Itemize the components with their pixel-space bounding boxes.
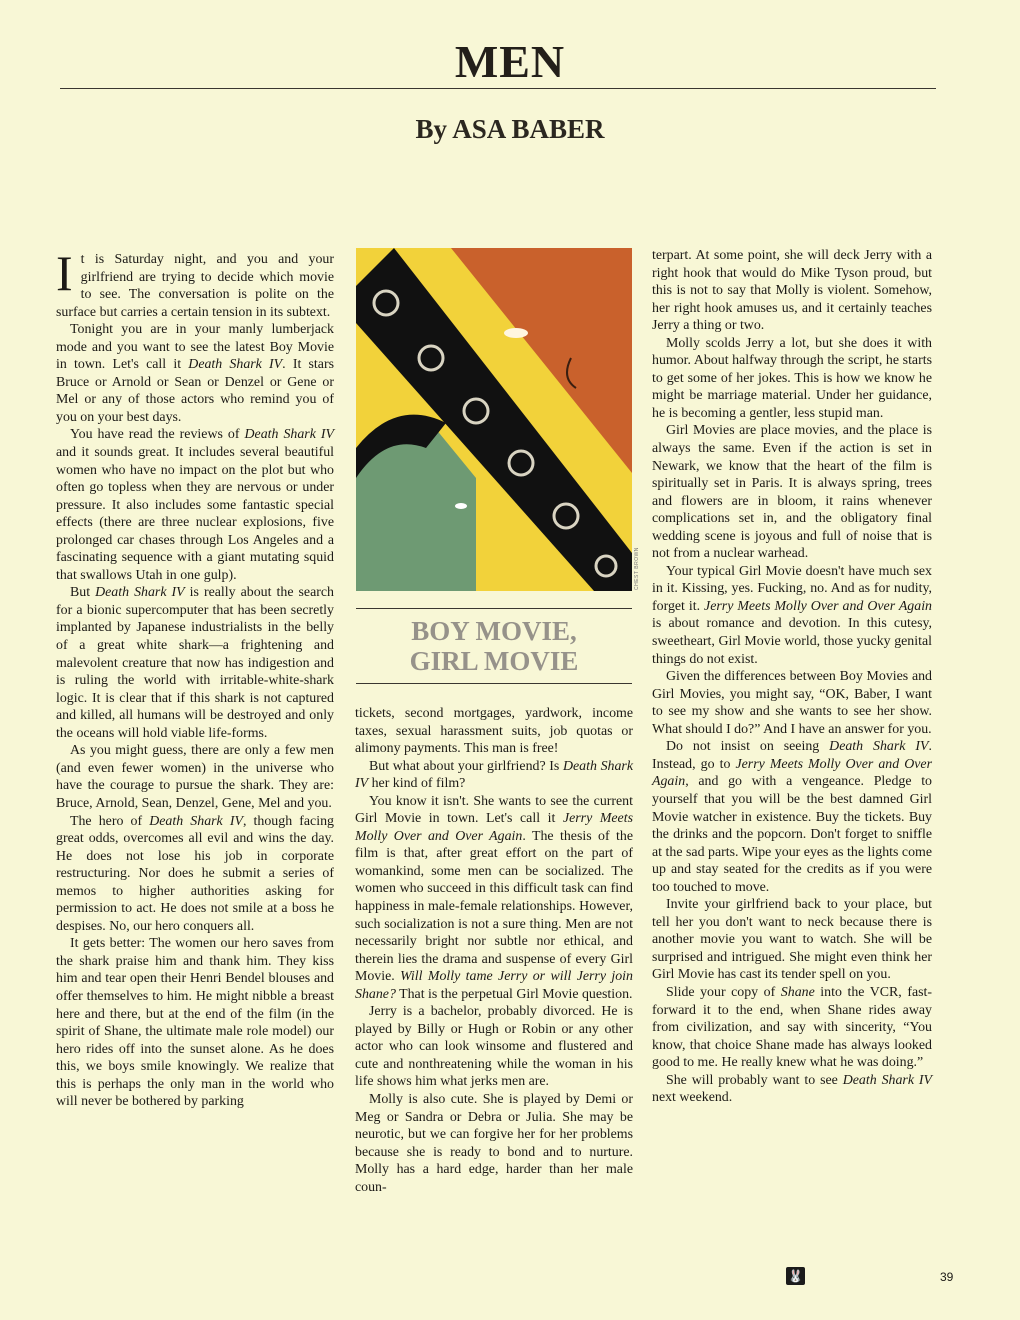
paragraph: tickets, second mortgages, yardwork, income taxes, sexual harassment suits, job quotas or alimony payments. This man is free! xyxy=(355,706,633,757)
paragraph-text: t is Saturday night, and you and your girlfriend are trying to decide which movie to see. The conversation is polite on the surface but carries a certain tension in its subtext. xyxy=(56,252,334,320)
byline: By ASA BABER xyxy=(415,114,605,144)
article-title-line: GIRL MOVIE xyxy=(409,646,579,676)
column-2 xyxy=(355,705,633,1196)
title-rule-top xyxy=(356,608,632,609)
paragraph: terpart. At some point, she will deck Jerry with a right hook that would do Mike Tyson proud, but this is not to say that Molly is violent. Somehow, her right hook amuses us, and it certainly teaches Jerry a thing or two. xyxy=(652,248,932,334)
woman-eye xyxy=(455,503,467,509)
paragraph xyxy=(56,245,334,321)
paragraph: Do not insist on seeing Death Shark IV. Instead, go to Jerry Meets Molly Over and Over Again, and go with a vengeance. Pledge to yourself that you will be the best damned Girl Movie watcher in existence. Buy the tickets. Buy the drinks and the popcorn. Don't forget to sniffle at the sad parts. Wipe your eyes as the lights come up and stay seated for the credits as if you were too touched to move. xyxy=(652,739,933,895)
end-mark-icon: 🐰 xyxy=(786,1267,805,1285)
article-title-line: BOY MOVIE, xyxy=(411,616,577,646)
paragraph: Girl Movies are place movies, and the place is always the same. Even if the action is set in Newark, we know that the heart of the film is spiritually set in Paris. It is always spring, trees and flowers are in bloom, it rains whenever complications set in, and the obligatory final wedding scene is joyous and full of noise that is not from a nuclear warhead. xyxy=(652,423,932,562)
illustration-svg xyxy=(356,248,632,591)
paragraph: But Death Shark IV is really about the search for a bionic supercomputer that has been secretly implanted by Japanese industrialists in the belly of a great white shark—a frightening and malevolent creature that now has indigestion and is ruling the world with irritable-white-shark logic. It is clear that if this shark is not captured and killed, all humans will be destroyed and only the oceans will hold viable life-forms. xyxy=(56,585,334,741)
dropcap: I xyxy=(56,245,73,301)
paragraph: The hero of Death Shark IV, though facing great odds, overcomes all evil and wins the day. He does not lose his job in corporate restructuring. Nor does he submit a series of memos to higher authorities asking for permission to act. He does not smile at a boss he despises. No, our hero conquers all. xyxy=(56,813,334,934)
article-illustration xyxy=(356,248,632,591)
article-title xyxy=(356,616,632,676)
paragraph: But what about your girlfriend? Is Death Shark IV her kind of film? xyxy=(355,758,633,792)
section-title: MEN xyxy=(454,36,566,87)
paragraph: Molly is also cute. She is played by Demi or Meg or Sandra or Debra or Julia. She may be neurotic, but we can forgive her for her problems because she is ready to bond and to nurture. Molly has a hard edge, harder than her male coun- xyxy=(355,1092,633,1195)
paragraph: Your typical Girl Movie doesn't have much sex in it. Kissing, yes. Fucking, no. And as for nudity, forget it. Jerry Meets Molly Over and Over Again is about romance and devotion. In this cutesy, sweetheart, Girl Movie world, those yucky genital things do not exist. xyxy=(652,563,932,667)
paragraph: You have read the reviews of Death Shark IV and it sounds great. It includes several beautiful women who have no impact on the plot but who often go topless when they are nervous or under pressure. It also includes some fantastic special effects (there are three nuclear explosions, five prolonged car chases through Los Angeles and a fascinating sequence with a giant mutating squid that swallows Utah in one gulp). xyxy=(56,427,334,583)
paragraph: Jerry is a bachelor, probably divorced. He is played by Billy or Hugh or Robin or any other actor who can look winsome and flustered and cute and nonthreatening while the woman in his life shows him what jerks men are. xyxy=(355,1004,633,1090)
paragraph: Invite your girlfriend back to your place, but tell her you don't want to neck because there is another movie you want to watch. She will be surprised and intrigued. She might even think her Girl Movie has cast its tender spell on you. xyxy=(652,897,932,983)
title-rule-bottom xyxy=(356,683,632,684)
paragraph: Slide your copy of Shane into the VCR, fast-forward it to the end, when Shane rides away from civilization, and say with sincerity, “You know, that choice Shane made has always looked good to me. He really knew what he was doing.” xyxy=(652,984,932,1071)
man-eye xyxy=(504,328,528,338)
paragraph: You know it isn't. She wants to see the current Girl Movie in town. Let's call it Jerry Meets Molly Over and Over Again. The thesis of the film is that, after great effort on the part of womankind, some men can be socialized. The women who succeed in this difficult task can find happiness in male-female relationships. However, such socialization is not a sure thing. Men are not necessarily bright nor subtle nor ethical, and therein lies the drama and suspense of every Girl Movie. Will Molly tame Jerry or will Jerry join Shane? That is the perpetual Girl Movie question. xyxy=(355,793,634,1002)
column-3 xyxy=(652,247,932,1107)
paragraph: As you might guess, there are only a few men (and even fewer women) in the universe who have the courage to pursue the shark. They are: Bruce, Arnold, Sean, Denzel, Gene, Mel and you. xyxy=(56,743,334,811)
header-rule xyxy=(60,88,936,89)
paragraph: Given the differences between Boy Movies and Girl Movies, you might say, “OK, Baber, I want to see my show and she wants to see her show. What should I do?” And I have an answer for you. xyxy=(652,669,932,737)
paragraph: Tonight you are in your manly lumberjack mode and you want to see the latest Boy Movie in town. Let's call it Death Shark IV. It stars Bruce or Arnold or Sean or Denzel or Gene or Mel or any of those actors who remind you of you on your best days. xyxy=(56,322,334,425)
page-number: 39 xyxy=(940,1270,954,1284)
paragraph: It gets better: The women our hero saves from the shark praise him and thank him. They kiss him and tear open their Henri Bendel blouses and offer themselves to him. He might nibble a breast here and there, but at the end of the film (in the spirit of Shane, the ultimate male role model) our hero rides off into the sunset alone. As he does this, we boys smile knowingly. We realize that this is perhaps the only man in the world who will never be bothered by parking xyxy=(56,936,334,1110)
column-1 xyxy=(56,245,334,1111)
paragraph: Molly scolds Jerry a lot, but she does it with humor. About halfway through the script, he starts to get some of her jokes. This is how we know he might be marriage material. Under her guidance, he is becoming a gentler, less stupid man. xyxy=(652,335,932,421)
paragraph: She will probably want to see Death Shark IV next weekend. xyxy=(652,1072,932,1106)
illustration-credit: CHEST BROWN xyxy=(634,547,640,590)
